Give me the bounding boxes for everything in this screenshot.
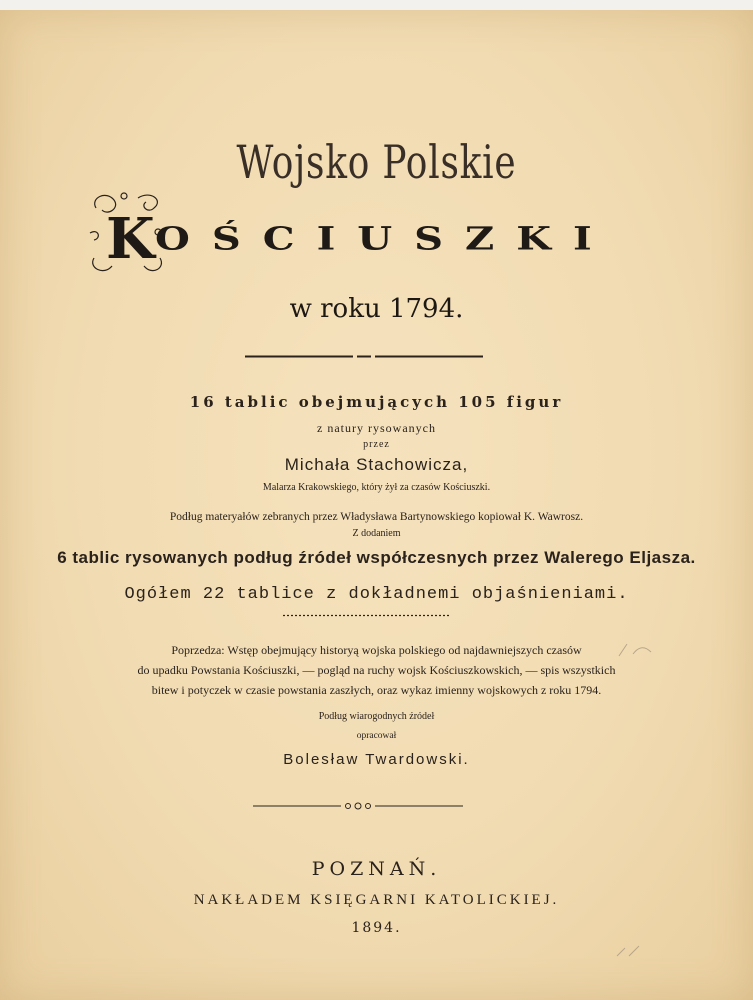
title-line-1: Wojsko Polskie bbox=[236, 135, 517, 189]
preface-line-2: do upadku Powstania Kościuszki, — pogląd na ruchy wojsk Kościuszkowskich, — spis wszystkich bbox=[137, 663, 616, 677]
by-line: przez bbox=[363, 439, 390, 450]
imprint-city: POZNAŃ. bbox=[311, 858, 442, 880]
preface-line-1: Poprzedza: Wstęp obejmujący historyą wojska polskiego od najdawniejszych czasów bbox=[171, 643, 582, 657]
dotted-divider bbox=[283, 614, 449, 617]
title-line-2: OŚCIUSZKI bbox=[155, 219, 614, 258]
plates-line: 16 tablic obejmujących 105 figur bbox=[189, 393, 564, 411]
imprint-year: 1894. bbox=[351, 920, 402, 936]
drawn-line: z natury rysowanych bbox=[317, 421, 436, 435]
copied-line: Podług materyałów zebranych przez Władysława Bartynowskiego kopiował K. Wawrosz. bbox=[169, 511, 584, 523]
title-page bbox=[0, 10, 753, 1000]
author-name: Bolesław Twardowski. bbox=[283, 751, 470, 768]
ornament-divider bbox=[253, 800, 463, 812]
artist-name: Michała Stachowicza, bbox=[284, 455, 469, 474]
title-line-3: w roku 1794. bbox=[289, 294, 464, 324]
divider-rule bbox=[245, 355, 483, 358]
svg-text:K: K bbox=[106, 206, 155, 272]
total-line: Ogółem 22 tablice z dokładnemi objaśnieniami. bbox=[124, 585, 629, 604]
edited-line: opracował bbox=[356, 731, 397, 741]
pencil-mark bbox=[615, 640, 655, 660]
addition-line: Z dodaniem bbox=[352, 528, 401, 539]
imprint-publisher: NAKŁADEM KSIĘGARNI KATOLICKIEJ. bbox=[193, 892, 560, 908]
sources-line: Podług wiarogodnych źródeł bbox=[318, 711, 435, 722]
pencil-mark bbox=[615, 944, 645, 960]
artist-note: Malarza Krakowskiego, który żył za czasów Kościuszki. bbox=[262, 482, 491, 493]
eljasz-line: 6 tablic rysowanych podług źródeł współczesnych przez Walerego Eljasza. bbox=[57, 548, 696, 567]
preface-line-3: bitew i potyczek w czasie powstania zaszłych, oraz wykaz imienny wojskowych z roku 1794. bbox=[151, 683, 602, 697]
